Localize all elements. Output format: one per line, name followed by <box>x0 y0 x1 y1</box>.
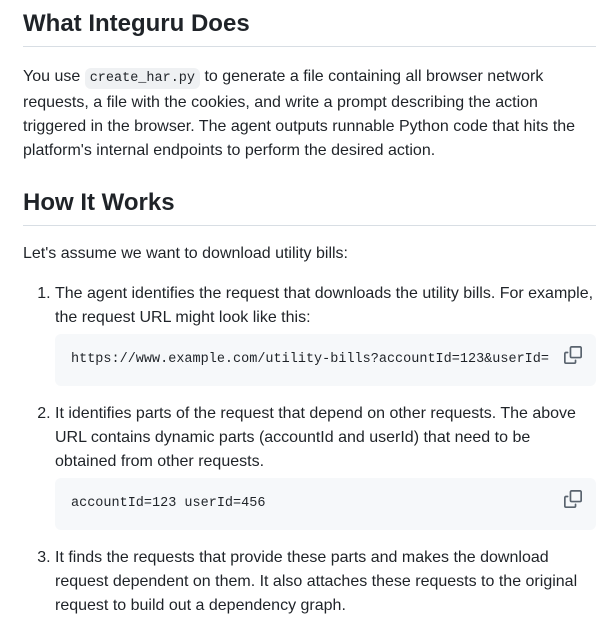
list-item <box>55 282 596 386</box>
intro-text-after: to generate a file containing all browser network requests, a file with the cookies, and write a prompt describing the action triggered in the browser. The agent outputs runnable Python code that hits the platform's internal endpoints to perform the desired action. <box>23 68 576 159</box>
list-item <box>55 402 596 530</box>
step-3-text: It finds the requests that provide these parts and makes the download request dependent on them. It also attaches these requests to the original request to build out a dependency graph. <box>55 549 578 614</box>
inline-code-create-har: create_har.py <box>85 68 200 89</box>
code-url[interactable]: https://www.example.com/utility-bills?accountId=123&userId= <box>71 352 549 367</box>
step-1-text: The agent identifies the request that downloads the utility bills. For example, the request URL might look like this: <box>55 285 594 326</box>
assume-paragraph: Let's assume we want to download utility bills: <box>23 245 348 262</box>
section-heading-what: What Integuru Does <box>23 9 596 47</box>
readme-content <box>23 0 596 634</box>
steps-list <box>23 282 596 618</box>
step-2-text: It identifies parts of the request that depend on other requests. The above URL contains dynamic parts (accountId and userId) that need to be obtained from other requests. <box>55 405 576 470</box>
copy-icon <box>564 490 582 508</box>
copy-icon <box>564 346 582 364</box>
code-params[interactable]: accountId=123 userId=456 <box>71 496 266 511</box>
intro-paragraph <box>23 65 596 163</box>
intro-text-before: You use <box>23 68 85 85</box>
code-block-params <box>55 478 596 530</box>
list-item <box>55 546 596 618</box>
copy-button[interactable] <box>564 346 584 366</box>
copy-button[interactable] <box>564 490 584 510</box>
section-heading-how: How It Works <box>23 188 596 226</box>
code-block-url <box>55 334 596 386</box>
